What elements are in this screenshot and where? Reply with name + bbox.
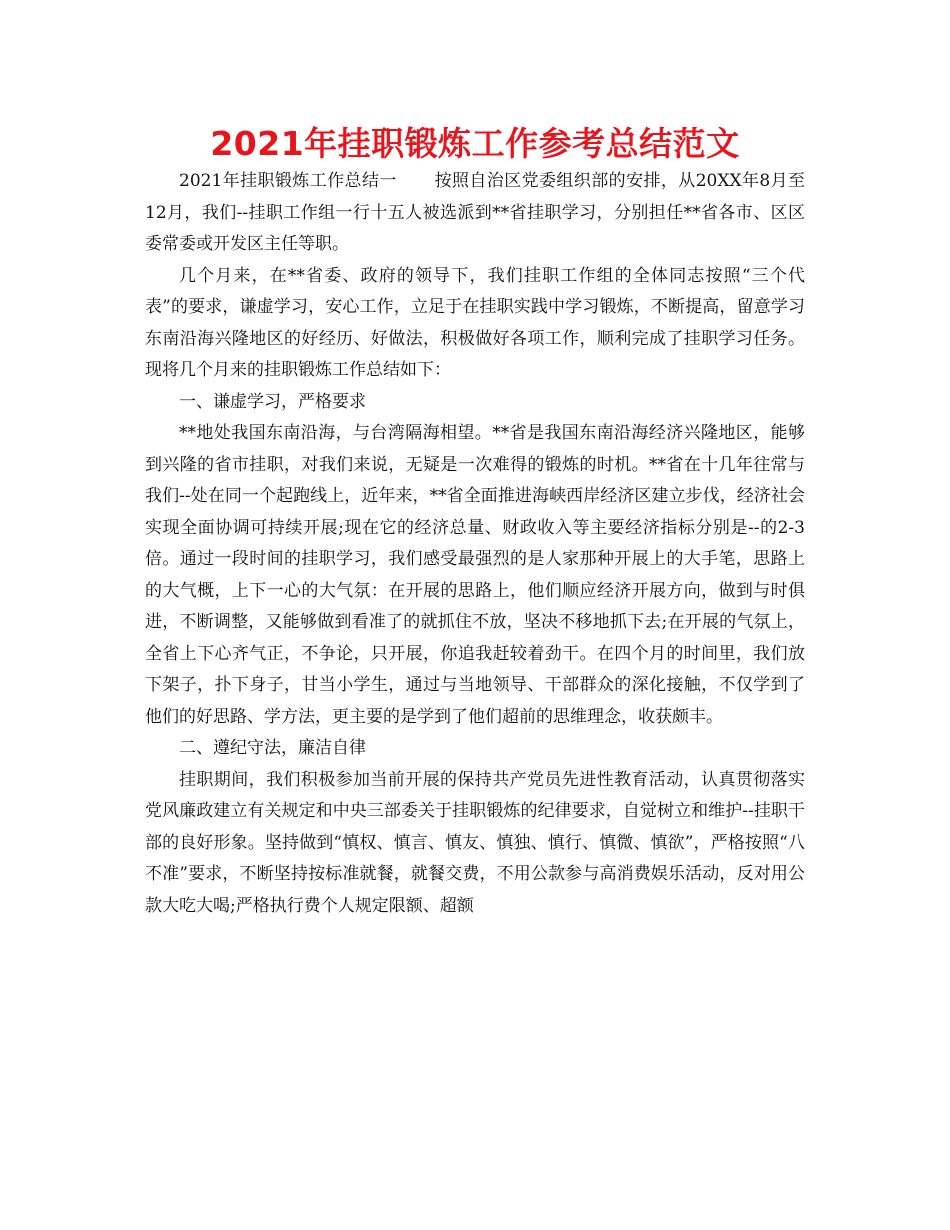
section-heading: 一、谦虚学习，严格要求: [179, 391, 366, 412]
body-paragraph: **地处我国东南沿海，与台湾隔海相望。**省是我国东南沿海经济兴隆地区，能够到兴隆的省市挂职，对我们来说，无疑是一次难得的锻炼的时机。**省在十几年往常与我们--处在同一个起跑线上，近年来，**省全面推进海峡西岸经济区建立步伐，经济社会实现全面协调可持续开展;现在它的经济总量、财政收入等主要经济指标分别是--的2-3倍。通过一段时间的挂职学习，我们感受最强烈的是人家那种开展上的大手笔，思路上的大气概，上下一心的大气氛：在开展的思路上，他们顺应经济开展方向，做到与时俱进，不断调整，又能够做到看准了的就抓住不放，坚决不移地抓下去;在开展的气氛上，全省上下心齐气正，不争论，只开展，你追我赶较着劲干。在四个月的时间里，我们放下架子，扑下身子，甘当小学生，通过与当地领导、干部群众的深化接触，不仅学到了他们的好思路、学方法，更主要的是学到了他们超前的思维理念，收获颇丰。: [145, 423, 805, 727]
section-heading: 二、遵纪守法，廉洁自律: [179, 738, 366, 758]
body-paragraph: 几个月来，在**省委、政府的领导下，我们挂职工作组的全体同志按照“三个代表”的要求，谦虚学习，安心工作，立足于在挂职实践中学习锻炼，不断提高，留意学习东南沿海兴隆地区的好经历、好做法，积极做好各项工作，顺利完成了挂职学习任务。现将几个月来的挂职锻炼工作总结如下：: [145, 265, 805, 380]
body-paragraph: 挂职期间，我们积极参加当前开展的保持共产党员先进性教育活动，认真贯彻落实党风廉政建立有关规定和中央三部委关于挂职锻炼的纪律要求，自觉树立和维护--挂职干部的良好形象。坚持做到“慎权、慎言、慎友、慎独、慎行、慎微、慎欲”，严格按照“八不准”要求，不断坚持按标准就餐，就餐交费，不用公款参与高消费娱乐活动，反对用公款大吃大喝;严格执行费个人规定限额、超额: [145, 769, 805, 916]
intro-text: 按照自治区党委组织部的安排，从20XX年8月至12月，我们--挂职工作组一行十五人被选派到**省挂职学习，分别担任**省各市、区区委常委或开发区主任等职。: [145, 171, 805, 254]
intro-label: 2021年挂职锻炼工作总结一: [179, 171, 397, 191]
document-title: 2021年挂职锻炼工作参考总结范文: [210, 124, 740, 163]
document-body: [145, 166, 805, 922]
intro-paragraph: [145, 166, 805, 261]
